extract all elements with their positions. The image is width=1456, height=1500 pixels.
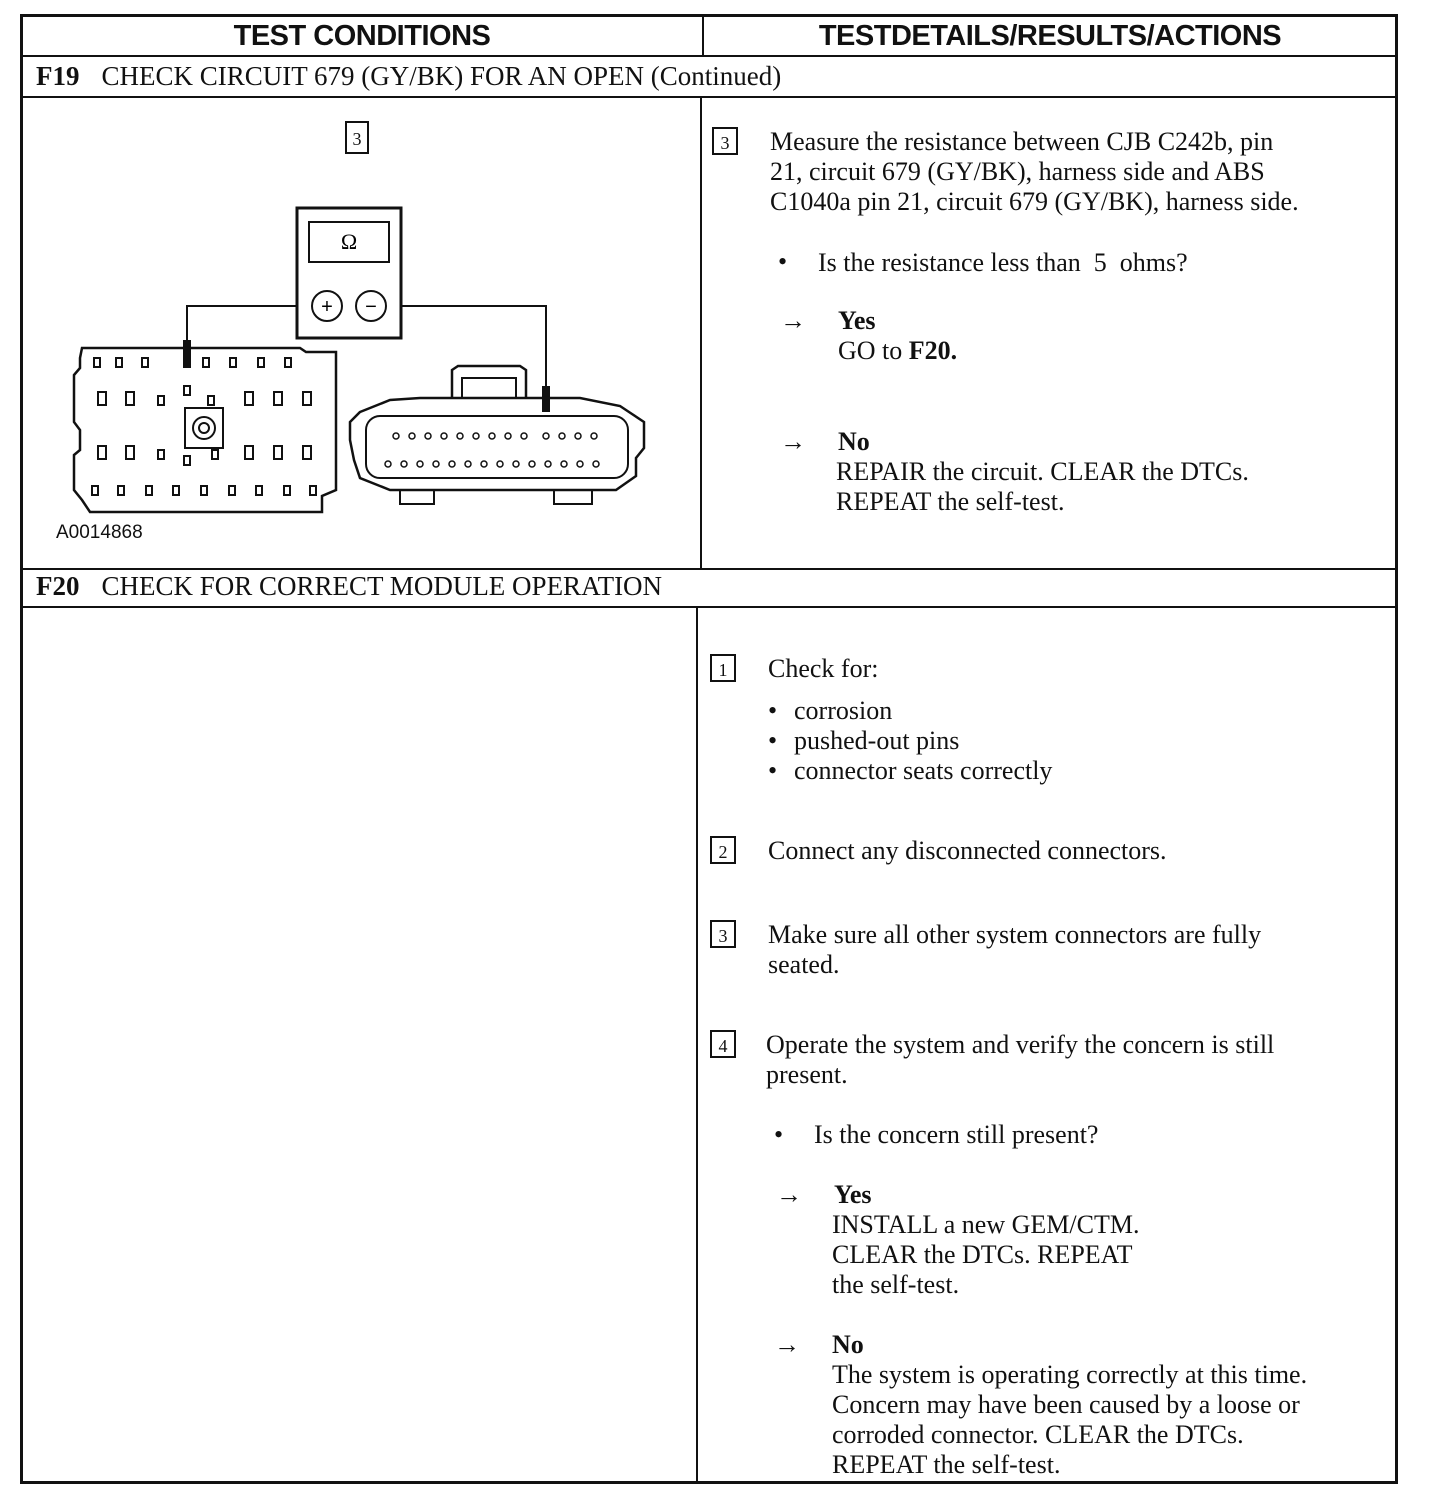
- f19-question: Is the resistance less than 5 ohms?: [818, 248, 1188, 277]
- cjb-center-socket: [185, 408, 223, 448]
- f20-step2-text: Connect any disconnected connectors.: [768, 836, 1167, 865]
- cjb-pins-row1: [94, 358, 311, 405]
- f20-step1-list: [768, 696, 1052, 786]
- f19-step3-line: Measure the resistance between CJB C242b, pin: [770, 127, 1274, 156]
- f19-no-line: REPAIR the circuit. CLEAR the DTCs.: [836, 457, 1249, 486]
- f19-step3-line: C1040a pin 21, circuit 679 (GY/BK), harness side.: [770, 187, 1299, 216]
- positive-lead: [187, 306, 297, 340]
- table-border-right: [1395, 14, 1398, 1484]
- f20-title-divider: [20, 606, 1398, 608]
- f19-no-action: [836, 457, 1249, 517]
- bullet-icon: •: [778, 247, 788, 276]
- bullet-icon: •: [768, 726, 778, 755]
- f19-no-line: REPEAT the self-test.: [836, 487, 1065, 516]
- f20-no-label: No: [832, 1330, 864, 1359]
- header-test-conditions: TEST CONDITIONS: [233, 20, 491, 52]
- f19-yes-action: [838, 336, 957, 366]
- ohmmeter-body: [297, 208, 401, 338]
- f19-no-label: No: [838, 427, 870, 456]
- abs-pin-row-2: [385, 461, 599, 467]
- f19-step3-text: [770, 127, 1390, 217]
- f19-title-divider: [20, 96, 1398, 98]
- header-test-details: TESTDETAILS/RESULTS/ACTIONS: [818, 20, 1282, 52]
- f19-step3-box: 3: [712, 127, 738, 155]
- f19-yes-target-link[interactable]: F20.: [908, 336, 958, 365]
- f20-yes-action: INSTALL a new GEM/CTM. CLEAR the DTCs. REPEAT the self-test.: [832, 1210, 1140, 1299]
- f19-title: CHECK CIRCUIT 679 (GY/BK) FOR AN OPEN (Continued): [101, 61, 782, 91]
- positive-probe: [183, 340, 191, 368]
- arrow-icon: →: [776, 1180, 802, 1209]
- ohm-symbol: Ω: [340, 229, 358, 254]
- figure-step-box: 3: [345, 121, 369, 154]
- arrow-icon: →: [780, 427, 806, 456]
- f20-step3-text: Make sure all other system connectors are fully seated.: [768, 920, 1262, 979]
- table-border-left: [20, 14, 23, 1484]
- f20-step4-box: 4: [710, 1030, 736, 1058]
- bullet-icon: •: [768, 696, 778, 725]
- f19-section-title: [36, 61, 781, 92]
- f19-code: F19: [36, 61, 80, 91]
- table-border-bottom: [20, 1481, 1398, 1484]
- f20-step4-text: Operate the system and verify the concern is still present.: [766, 1030, 1275, 1089]
- f20-step2-box: 2: [710, 836, 736, 864]
- meter-connector-illustration: [60, 200, 660, 520]
- abs-pin-row-1: [393, 433, 597, 439]
- f20-yes-label: Yes: [834, 1180, 872, 1209]
- f20-top-divider: [20, 568, 1398, 570]
- list-item: • pushed-out pins: [768, 726, 960, 755]
- f20-step1-box: 1: [710, 654, 736, 682]
- abs-connector: [350, 398, 644, 490]
- f20-title: CHECK FOR CORRECT MODULE OPERATION: [101, 571, 663, 601]
- column-divider-f19: [700, 96, 702, 570]
- f19-yes-label: Yes: [838, 306, 876, 335]
- cjb-pins-row3: [92, 446, 316, 495]
- f20-step1-text: Check for:: [768, 654, 879, 683]
- f20-step3-box: 3: [710, 920, 736, 948]
- f20-code: F20: [36, 571, 80, 601]
- f19-yes-action-prefix: GO to: [838, 336, 909, 365]
- list-item: • corrosion: [768, 696, 893, 725]
- cjb-connector: [74, 348, 336, 512]
- plus-sign: +: [321, 296, 333, 318]
- f20-no-action: The system is operating correctly at this time. Concern may have been caused by a loose or corroded connector. CLEAR the DTCs. REPEAT the self-test.: [832, 1360, 1308, 1479]
- bullet-icon: •: [774, 1120, 784, 1149]
- abs-latch: [452, 366, 526, 398]
- arrow-icon: →: [774, 1330, 800, 1359]
- f19-step3-line: 21, circuit 679 (GY/BK), harness side and ABS: [770, 157, 1265, 186]
- bullet-icon: •: [768, 756, 778, 785]
- column-divider-f20: [696, 606, 698, 1482]
- arrow-icon: →: [780, 306, 806, 335]
- list-item: • connector seats correctly: [768, 756, 1053, 785]
- f20-section-title: [36, 571, 662, 602]
- f20-question: Is the concern still present?: [814, 1120, 1099, 1149]
- minus-sign: −: [365, 296, 377, 318]
- figure-id: A0014868: [56, 522, 143, 543]
